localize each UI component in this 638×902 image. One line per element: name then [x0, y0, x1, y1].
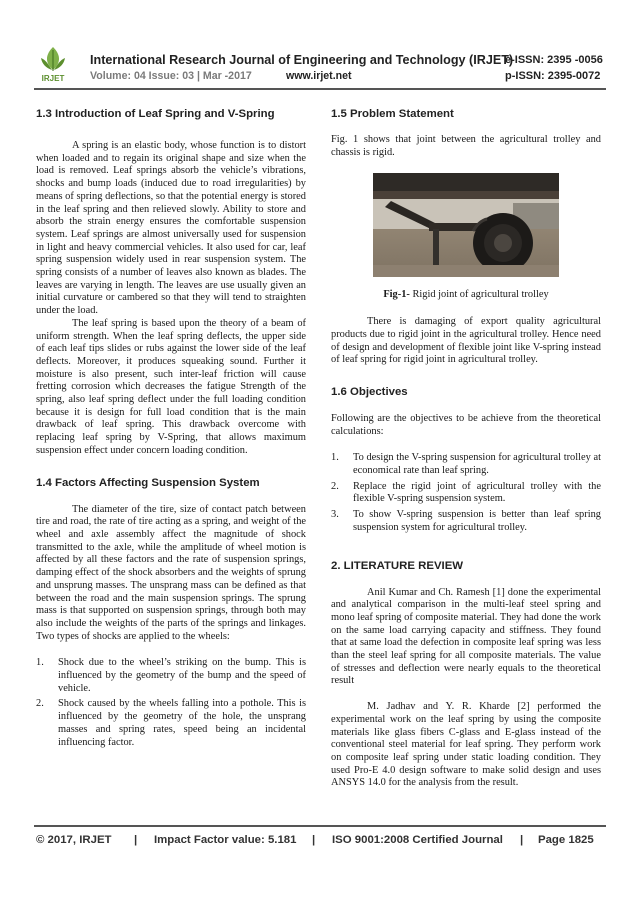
section-1-5-paragraph-1: Fig. 1 shows that joint between the agricultural trolley and chassis is rigid. — [331, 134, 601, 158]
footer-separator: | — [134, 834, 138, 846]
section-2-paragraph-1: Anil Kumar and Ch. Ramesh [1] done the experimental and analytical comparison in the multi-leaf steel spring and mono leaf spring of composite material. They had done the work on the same load carrying capacity and stiffness. They found that at same load the defection in composite leaf spring was less than the steel leaf spring for all composite materials. The value of stresses and deflection were nearly equals to the theoretical result — [331, 586, 601, 687]
section-1-3-paragraph-1: A spring is an elastic body, whose function is to distort when loaded and to regain its original shape and size when the load is removed. Leaf springs absorb the vehicle’s vibrations, shocks and bump loads (induced due to road irregularities) by means of spring deflections, so that the potential energy is stored in the leaf spring and then relieved slowly. Ability to store and absorb the strain energy ensures the comfortable suspension system. Leaf springs are almost universally used for suspension in light and heavy commercial vehicles. It also used for car, leaf spring suspension widely used in rear suspension system. The spring consists of a number of leaves also known as blades. The leaves are varying in length. The leaves are use usually given an initial curvature or cambered so that they will tend to straighten under the load. — [36, 140, 306, 317]
section-1-5-paragraph-2: There is damaging of export quality agricultural products due to rigid joint in the agricultural trolley. Hence need of design and development of flexible joint like V-spring instead of leaf spring for rigid joint in agricultural trolley. — [331, 316, 601, 366]
section-2-paragraph-2: M. Jadhav and Y. R. Kharde [2] performed the experimental work on the leaf spring by using the composite materials like glass fibers C-glass and E-glass instead of the conventional steel material for leaf spring. They perform work on composite leaf spring under static loading condition. They used Pro-E 4.0 design software to make solid design and uses ANSYS 14.0 for the analysis from the result. — [331, 701, 601, 789]
figure-caption: Fig-1- Rigid joint of agricultural trolley — [383, 289, 549, 301]
page-header — [0, 0, 638, 92]
objectives-list — [331, 452, 601, 534]
section-1-3-heading: 1.3 Introduction of Leaf Spring and V-Spring — [36, 108, 275, 120]
section-1-4-paragraph-1: The diameter of the tire, size of contact patch between tire and road, the rate of tire acting as a spring, and weight of the wheel and axle assembly affect the magnitude of shock transmitted to the axle, while the amplitude of wheel motion is affected by all these factors and the rate of suspension springs, damping effect of the shock absorbers and the weights of sprung and unsprung masses. The unsprang mass can be defined as that between the road and the main suspension springs. The sprung mass is that supported on suspension springs, through both may also include the weights of the parts of the springs and linkages. Two types of shocks are applied to the wheels: — [36, 503, 306, 642]
irjet-logo-icon — [36, 44, 70, 84]
list-item: 2. Shock caused by the wheels falling into a pothole. This is influenced by the geometry of the hole, the unsprang masses and spring rates, speed being an incidental influencing factor. — [36, 698, 306, 748]
website-link[interactable]: www.irjet.net — [286, 70, 352, 82]
footer-divider — [34, 825, 606, 827]
trolley-joint-photo — [373, 173, 559, 277]
list-item: 3. To show V-spring suspension is better than leaf spring suspension system for agricultural trolley. — [331, 509, 601, 533]
section-1-3-paragraph-2: The leaf spring is based upon the theory of a beam of uniform strength. When the leaf spring deflects, the upper side of each leaf tips slides or rubs against the lower side of the leaf deflects. Moreover, it produces squeaking sound. Further it moisture is also present, such inter-leaf friction will cause fretting corrosion which decreases the fatigue Strength of the spring, also leaf spring deflect under the full loading condition because it is design for full load condition that is the main drawback of leaf spring. This drawback overcome with replacing leaf spring by V-Spring, that allows maximum suspension effect under concern loading condition. — [36, 317, 306, 456]
footer-separator: | — [520, 834, 524, 846]
volume-issue: Volume: 04 Issue: 03 | Mar -2017 — [90, 70, 252, 82]
p-issn: p-ISSN: 2395-0072 — [505, 70, 601, 82]
section-1-4-heading: 1.4 Factors Affecting Suspension System — [36, 476, 260, 489]
footer-impact-factor: Impact Factor value: 5.181 — [154, 834, 297, 846]
right-column — [331, 100, 601, 790]
list-item: 2. Replace the rigid joint of agricultural trolley with the flexible V-spring suspension system. — [331, 480, 601, 505]
journal-title: International Research Journal of Engineering and Technology (IRJET) — [90, 53, 514, 67]
section-2-heading: 2. LITERATURE REVIEW — [331, 559, 464, 572]
list-item: 1. To design the V-spring suspension for agricultural trolley at economical rate than leaf spring. — [331, 452, 601, 477]
section-1-6-paragraph-1: Following are the objectives to be achieve from the theoretical calculations: — [331, 412, 601, 437]
footer-iso: ISO 9001:2008 Certified Journal — [332, 834, 503, 846]
figure-label: Fig-1- — [383, 289, 410, 301]
svg-text:IRJET: IRJET — [41, 74, 65, 83]
footer-copyright: © 2017, IRJET — [36, 834, 112, 846]
left-column — [36, 100, 306, 752]
section-1-6-heading: 1.6 Objectives — [331, 385, 408, 398]
header-divider — [34, 88, 606, 90]
section-1-5-heading: 1.5 Problem Statement — [331, 108, 454, 120]
e-issn: e-ISSN: 2395 -0056 — [505, 54, 603, 66]
list-item: 1. Shock due to the wheel’s striking on the bump. This is influenced by the geometry of the bump and the speed of vehicle. — [36, 657, 306, 694]
footer-separator: | — [312, 834, 316, 846]
footer-page-number: Page 1825 — [538, 834, 594, 846]
shock-types-list — [36, 657, 306, 749]
